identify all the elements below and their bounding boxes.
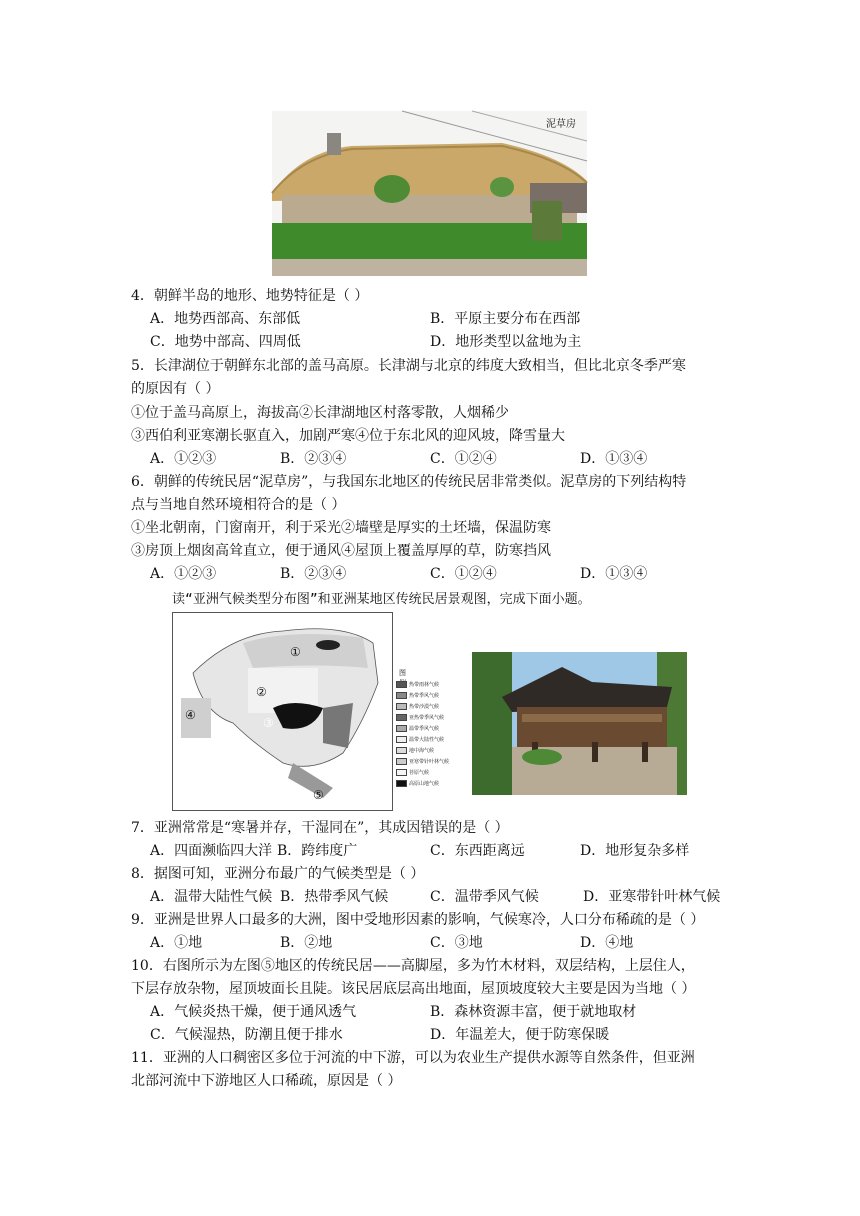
question-6-stem-2: 点与当地自然环境相符合的是（ ）: [131, 497, 346, 513]
legend-item: 热带季风气候: [396, 692, 439, 699]
legend-item: 高原山地气候: [396, 780, 439, 787]
question-9-stem: 9．亚洲是世界人口最多的大洲，图中受地形因素的影响，气候寒冷，人口分布稀疏的是（ ）: [131, 912, 705, 928]
legend-item: 亚热带季风气候: [396, 714, 444, 721]
q8-option-b: B．热带季风气候: [280, 889, 389, 905]
map-mark-1: ①: [290, 645, 301, 659]
q6-option-b: B．②③④: [280, 566, 347, 582]
q6-option-c: C．①②④: [430, 566, 497, 582]
map-mark-4: ④: [185, 708, 196, 722]
map-mark-2: ②: [256, 685, 267, 699]
q5-option-d: D．①③④: [580, 451, 648, 467]
q4-option-c: C．地势中部高、四周低: [150, 334, 301, 350]
q5-option-a: A．①②③: [150, 451, 217, 467]
legend-item: 热带沙漠气候: [396, 703, 439, 710]
q9-option-b: B．②地: [280, 935, 333, 951]
q10-option-b: B．森林资源丰富，便于就地取材: [430, 1004, 637, 1020]
q10-option-c: C．气候湿热，防潮且便于排水: [150, 1027, 343, 1043]
q4-option-d: D．地形类型以盆地为主: [430, 334, 582, 350]
mud-grass-house-photo: [272, 111, 587, 276]
q6-option-a: A．①②③: [150, 566, 217, 582]
q5-option-b: B．②③④: [280, 451, 347, 467]
q4-option-b: B．平原主要分布在西部: [430, 311, 581, 327]
asia-climate-map: [172, 612, 406, 811]
q9-option-d: D．④地: [580, 935, 634, 951]
question-11-stem-1: 11．亚洲的人口稠密区多位于河流的中下游，可以为农业生产提供水源等自然条件，但亚洲: [131, 1050, 695, 1066]
question-8-stem: 8．据图可知，亚洲分布最广的气候类型是（ ）: [131, 866, 425, 882]
question-5-statements-2: ③西伯利亚寒潮长驱直入，加剧严寒④位于东北风的迎风坡，降雪量大: [131, 428, 565, 444]
q8-option-a: A．温带大陆性气候: [150, 889, 273, 905]
legend-item: 热带雨林气候: [396, 681, 439, 688]
question-6-statements-2: ③房顶上烟囱高耸直立，便于通风④屋顶上覆盖厚厚的草，防寒挡风: [131, 543, 551, 559]
q7-option-b: B．跨纬度广: [277, 843, 358, 859]
map-legend-title: 图: [399, 669, 406, 677]
question-4-stem: 4．朝鲜半岛的地形、地势特征是（ ）: [131, 288, 369, 304]
question-6-statements-1: ①坐北朝南，门窗南开，利于采光②墙壁是厚实的土坯墙，保温防寒: [131, 520, 551, 536]
legend-item: 苔原气候: [396, 769, 429, 776]
q9-option-c: C．③地: [430, 935, 483, 951]
map-mark-3: ③: [263, 716, 274, 730]
q8-option-c: C．温带季风气候: [430, 889, 539, 905]
q4-option-a: A．地势西部高、东部低: [150, 311, 301, 327]
question-5-stem-1: 5．长津湖位于朝鲜东北部的盖马高原。长津湖与北京的纬度大致相当，但比北京冬季严寒: [131, 358, 686, 374]
question-5-stem-2: 的原因有（ ）: [131, 381, 220, 397]
legend-item: 地中海气候: [396, 747, 434, 754]
legend-item: 亚寒带针叶林气候: [396, 758, 449, 765]
map-mark-5: ⑤: [313, 788, 324, 802]
q10-option-d: D．年温差大，便于防寒保暖: [430, 1027, 610, 1043]
question-6-stem-1: 6．朝鲜的传统民居“泥草房”，与我国东北地区的传统民居非常类似。泥草房的下列结构特: [131, 474, 687, 490]
q6-option-d: D．①③④: [580, 566, 648, 582]
stilt-house-photo: [472, 652, 687, 795]
question-11-stem-2: 北部河流中下游地区人口稀疏，原因是（ ）: [131, 1073, 402, 1089]
q5-option-c: C．①②④: [430, 451, 497, 467]
section-intro: 读“亚洲气候类型分布图”和亚洲某地区传统民居景观图，完成下面小题。: [172, 592, 591, 607]
q10-option-a: A．气候炎热干燥，便于通风透气: [150, 1004, 357, 1020]
q7-option-d: D．地形复杂多样: [580, 843, 690, 859]
q8-option-d: D．亚寒带针叶林气候: [583, 889, 721, 905]
q9-option-a: A．①地: [150, 935, 203, 951]
question-10-stem-1: 10．右图所示为左图⑤地区的传统民居——高脚屋，多为竹木材料，双层结构，上层住人，: [131, 958, 695, 974]
question-5-statements-1: ①位于盖马高原上，海拔高②长津湖地区村落零散，人烟稀少: [131, 405, 509, 421]
question-10-stem-2: 下层存放杂物，屋顶坡面长且陡。该民居底层高出地面，屋顶坡度较大主要是因为当地（ ）: [131, 981, 696, 997]
q7-option-a: A．四面濒临四大洋: [150, 843, 273, 859]
legend-item: 温带大陆性气候: [396, 736, 444, 743]
q7-option-c: C．东西距离远: [430, 843, 525, 859]
question-7-stem: 7．亚洲常常是“寒暑并存，干湿同在”，其成因错误的是（ ）: [131, 820, 509, 836]
legend-item: 温带季风气候: [396, 725, 439, 732]
photo-label: 泥草房: [546, 119, 576, 130]
